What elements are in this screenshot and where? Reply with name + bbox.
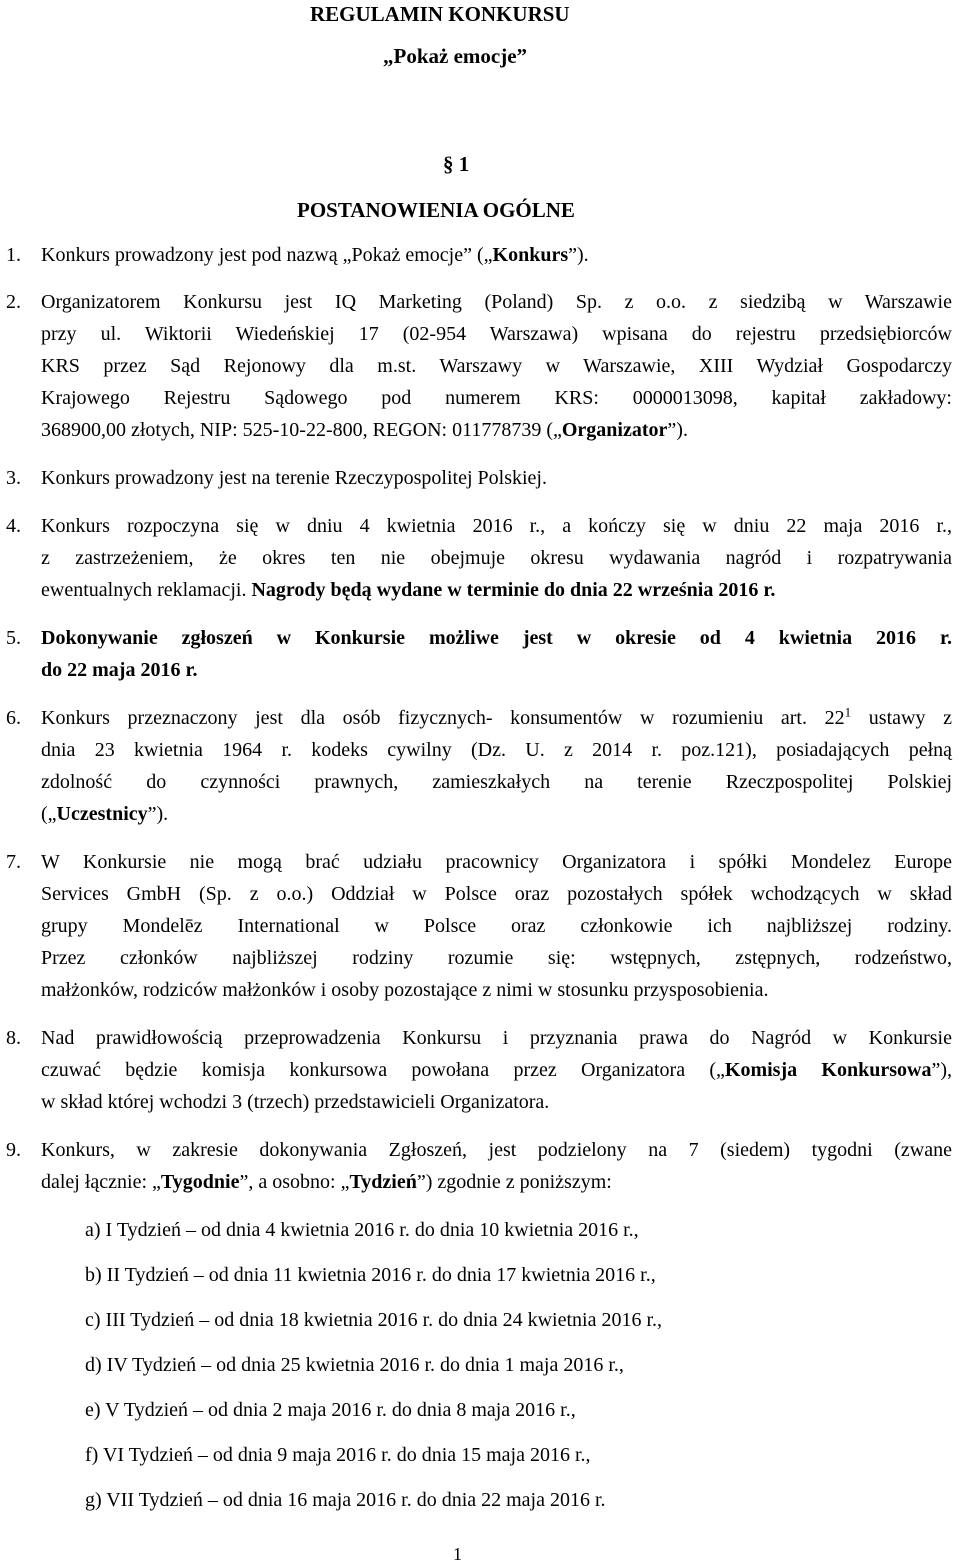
item-6-line-3: zdolność do czynności prawnych, zamieszkałych na terenie Rzeczpospolitej Polskiej [41,771,952,793]
item-6-line-1 [41,704,952,730]
item-8-line-2 [41,1059,952,1082]
item-2-number: 2. [6,291,21,313]
item-2-line-3: KRS przez Sąd Rejonowy dla m.st. Warszawy w Warszawie, XIII Wydział Gospodarczy [41,355,952,377]
item-4-number: 4. [6,515,21,537]
week-list-item: b) II Tydzień – od dnia 11 kwietnia 2016 r. do dnia 17 kwietnia 2016 r., [85,1264,656,1286]
item-4-prize-date: Nagrody będą wydane w terminie do dnia 22 września 2016 r. [251,579,776,601]
week-list-item: a) I Tydzień – od dnia 4 kwietnia 2016 r. do dnia 10 kwietnia 2016 r., [85,1219,639,1241]
item-8-line-2-c: ”), [931,1059,952,1081]
document-title: REGULAMIN KONKURSU [310,2,570,26]
item-2-line-5-c: ”). [667,419,688,441]
page-number: 1 [453,1544,462,1564]
section-title: POSTANOWIENIA OGÓLNE [297,198,575,222]
item-7-number: 7. [6,851,21,873]
item-9-line-2-a: dalej łącznie: „ [41,1171,161,1193]
item-9-term-week: Tydzień [349,1171,417,1193]
item-5-line-2: do 22 maja 2016 r. [41,659,198,681]
item-6-line-4-a: („ [41,803,57,825]
week-list-item: f) VI Tydzień – od dnia 9 maja 2016 r. do dnia 15 maja 2016 r., [85,1444,591,1466]
item-5-line-1: Dokonywanie zgłoszeń w Konkursie możliwe jest w okresie od 4 kwietnia 2016 r. [41,627,952,649]
item-8-line-2-a: czuwać będzie komisja konkursowa powołana przez Organizatora („ [41,1059,725,1081]
item-1-text-a: Konkurs prowadzony jest pod nazwą „Pokaż emocje” („ [41,244,493,266]
item-9-line-2-e: ”) zgodnie z poniższym: [416,1171,612,1193]
item-2-line-5-a: 368900,00 złotych, NIP: 525-10-22-800, REGON: 011778739 („ [41,419,562,441]
item-2-term: Organizator [561,419,668,441]
item-7-line-3: grupy Mondelēz International w Polsce oraz członkowie ich najbliższej rodziny. [41,915,952,937]
item-8-line-1: Nad prawidłowością przeprowadzenia Konkursu i przyznania prawa do Nagród w Konkursie [41,1027,952,1049]
item-9-term-weeks: Tygodnie [160,1171,240,1193]
item-9-line-2 [41,1171,612,1194]
item-5-number: 5. [6,627,21,649]
item-3-number: 3. [6,467,21,489]
item-9-line-1: Konkurs, w zakresie dokonywania Zgłoszeń, jest podzielony na 7 (siedem) tygodni (zwane [41,1139,952,1161]
item-6-line-1-b: ustawy z [851,707,952,729]
item-8-term: Komisja Konkursowa [724,1059,932,1081]
item-3-line-1: Konkurs prowadzony jest na terenie Rzeczypospolitej Polskiej. [41,467,547,489]
item-7-line-5: małżonków, rodziców małżonków i osoby pozostające z nimi w stosunku przysposobienia. [41,979,769,1001]
item-6-term: Uczestnicy [56,803,148,825]
week-list-item: c) III Tydzień – od dnia 18 kwietnia 2016 r. do dnia 24 kwietnia 2016 r., [85,1309,663,1331]
item-7-line-4: Przez członków najbliższej rodziny rozumie się: wstępnych, zstępnych, rodzeństwo, [41,947,952,969]
document-subtitle: „Pokaż emocje” [383,44,528,68]
item-6-line-2: dnia 23 kwietnia 1964 r. kodeks cywilny (Dz. U. z 2014 r. poz.121), posiadających pełną [41,739,952,761]
item-6-line-4-c: ”). [147,803,169,825]
item-9-line-2-c: ”, a osobno: „ [239,1171,350,1193]
item-6-line-4 [41,803,168,826]
item-1-term: Konkurs [492,244,569,266]
item-8-line-3: w skład której wchodzi 3 (trzech) przedstawicieli Organizatora. [41,1091,550,1113]
week-list-item: g) VII Tydzień – od dnia 16 maja 2016 r. do dnia 22 maja 2016 r. [85,1489,606,1511]
section-mark: § 1 [443,152,470,176]
week-list-item: e) V Tydzień – od dnia 2 maja 2016 r. do dnia 8 maja 2016 r., [85,1399,576,1421]
item-4-line-3-a: ewentualnych reklamacji. [41,579,252,601]
item-6-line-1-a: Konkurs przeznaczony jest dla osób fizycznych- konsumentów w rozumieniu art. 22 [41,707,845,729]
item-2-line-1: Organizatorem Konkursu jest IQ Marketing (Poland) Sp. z o.o. z siedzibą w Warszawie [41,291,952,313]
item-7-line-1: W Konkursie nie mogą brać udziału pracownicy Organizatora i spółki Mondelez Europe [41,851,952,873]
item-9-number: 9. [6,1139,21,1161]
item-6-superscript: 1 [844,704,852,720]
item-2-line-5 [41,419,688,442]
item-1-number: 1. [6,244,21,266]
item-1-text [41,244,589,267]
item-7-line-2: Services GmbH (Sp. z o.o.) Oddział w Polsce oraz pozostałych spółek wchodzących w skład [41,883,952,905]
item-2-line-4: Krajowego Rejestru Sądowego pod numerem KRS: 0000013098, kapitał zakładowy: [41,387,952,409]
item-6-number: 6. [6,707,21,729]
item-4-line-1: Konkurs rozpoczyna się w dniu 4 kwietnia 2016 r., a kończy się w dniu 22 maja 2016 r., [41,515,952,537]
item-1-text-b: ”). [568,244,589,266]
week-list-item: d) IV Tydzień – od dnia 25 kwietnia 2016 r. do dnia 1 maja 2016 r., [85,1354,624,1376]
item-4-line-2: z zastrzeżeniem, że okres ten nie obejmuje okresu wydawania nagród i rozpatrywania [41,547,952,569]
item-2-line-2: przy ul. Wiktorii Wiedeńskiej 17 (02-954 Warszawa) wpisana do rejestru przedsiębiorców [41,323,952,345]
item-8-number: 8. [6,1027,21,1049]
item-4-line-3 [41,579,775,602]
